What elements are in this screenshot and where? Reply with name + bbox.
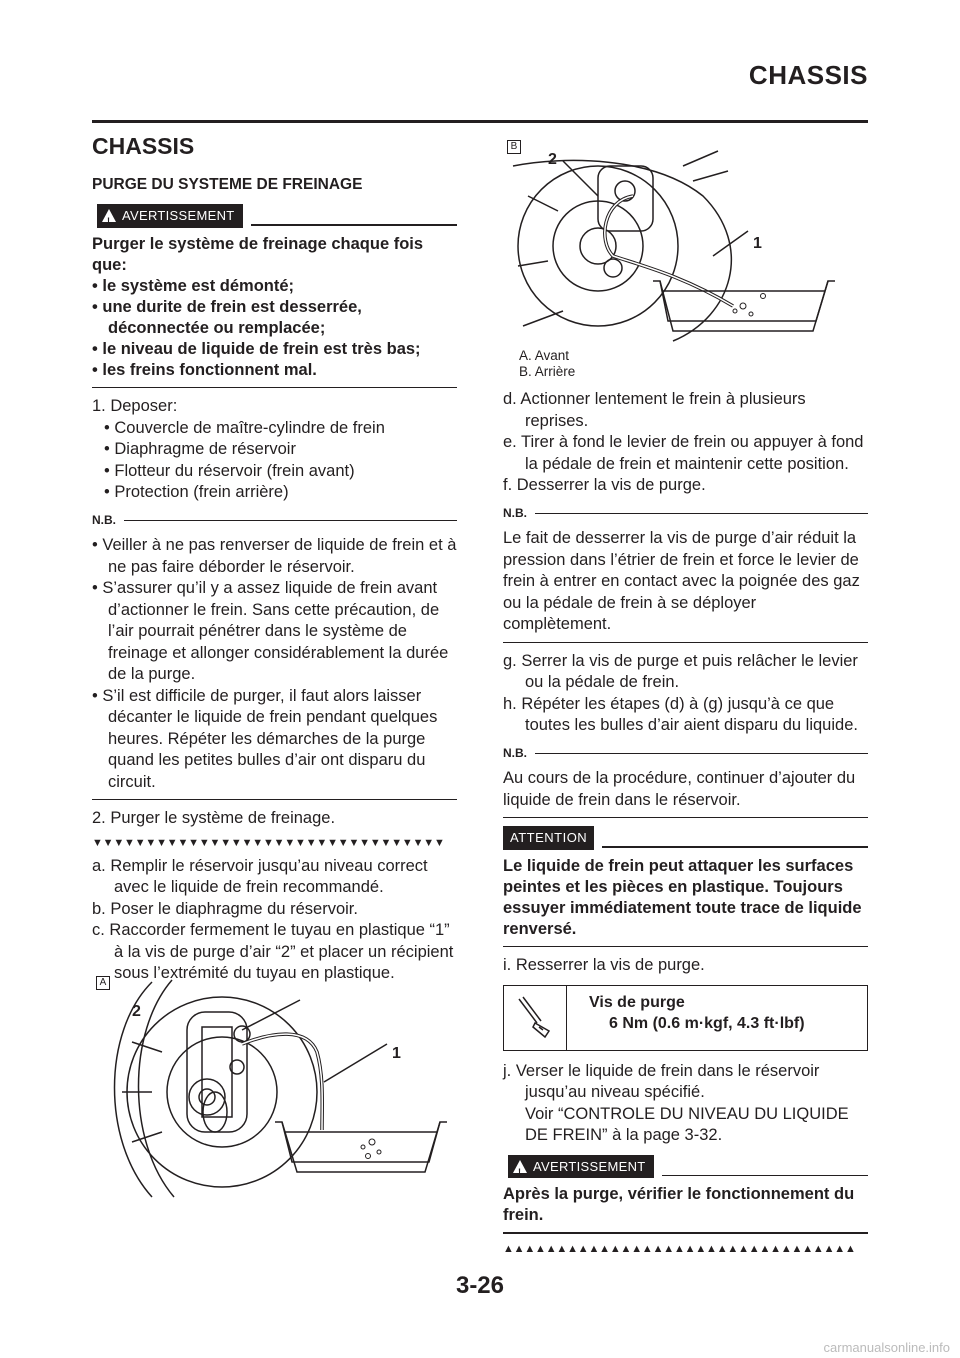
arrow-row-down: ▼▼▼▼▼▼▼▼▼▼▼▼▼▼▼▼▼▼▼▼▼▼▼▼▼▼▼▼▼▼▼▼▼ xyxy=(92,836,445,849)
warning-text-4: • les freins fonctionnent mal. xyxy=(92,360,317,379)
callout-2: 2 xyxy=(132,1003,141,1020)
divider xyxy=(92,387,457,389)
figure-caption-a: A. Avant xyxy=(519,348,570,363)
subsection-title: PURGE DU SYSTEME DE FREINAGE xyxy=(92,175,363,193)
watermark: carmanualsonline.info xyxy=(823,1340,950,1355)
figure-label: B xyxy=(507,140,521,154)
step-j-reference: Voir “CONTROLE DU NIVEAU DU LIQUIDE DE FREIN” à la page 3-32. xyxy=(525,1104,849,1144)
nb-header xyxy=(92,510,457,532)
nb-item: • S’assurer qu’il y a assez liquide de frein avant d’actionner le frein. Sans cette précaution, de l’air pourrait pénétrer dans le système de freinage et allonger considérablement la durée de la purge. xyxy=(92,579,449,683)
rear-brake-illustration xyxy=(503,136,863,346)
warning-header xyxy=(92,204,457,228)
divider xyxy=(503,817,868,818)
divider xyxy=(503,642,868,643)
step-2: 2. Purger le système de freinage. xyxy=(92,809,336,827)
substep-h: h. Répéter les étapes (d) à (g) jusqu’à ce que toutes les bulles d’air aient disparu du liquide. xyxy=(503,694,858,734)
callout-1: 1 xyxy=(753,235,762,252)
nb-text: Au cours de la procédure, continuer d’ajouter du liquide de frein dans le réservoir. xyxy=(503,769,856,809)
figure-front-brake xyxy=(92,972,452,1202)
step-1: 1. Deposer: xyxy=(92,397,178,415)
nb-header xyxy=(503,503,868,525)
torque-spec-box xyxy=(503,985,868,1051)
substep-g: g. Serrer la vis de purge et puis relâcher le levier ou la pédale de frein. xyxy=(503,651,858,691)
figure-caption-b: B. Arrière xyxy=(519,364,576,379)
page-header-title: CHASSIS xyxy=(748,60,868,90)
warning-text-1: • le système est démonté; xyxy=(92,276,295,295)
warning-header xyxy=(503,1155,868,1179)
divider xyxy=(503,946,868,948)
substep-b: b. Poser le diaphragme du réservoir. xyxy=(92,899,358,918)
step-1-item: • Couvercle de maître-cylindre de frein xyxy=(104,418,385,437)
step-1-item: • Flotteur du réservoir (frein avant) xyxy=(104,461,355,480)
step-1-item: • Diaphragme de réservoir xyxy=(104,440,296,458)
figure-rear-brake xyxy=(503,136,863,386)
figure-label: A xyxy=(96,976,110,990)
warning-badge xyxy=(508,1155,654,1179)
front-brake-illustration xyxy=(92,972,452,1202)
step-j: j. Verser le liquide de frein dans le réservoir jusqu’au niveau spécifié. xyxy=(503,1061,820,1101)
arrow-row-up: ▲▲▲▲▲▲▲▲▲▲▲▲▲▲▲▲▲▲▲▲▲▲▲▲▲▲▲▲▲▲▲▲▲ xyxy=(503,1242,856,1255)
divider xyxy=(503,1232,868,1234)
nb-label: N.B. xyxy=(503,745,527,760)
substep-c: c. Raccorder fermement le tuyau en plastique “1” à la vis de purge d’air “2” et placer un récipient sous l’extrémité du tuyau en plastique. xyxy=(92,921,454,982)
substep-a: a. Remplir le réservoir jusqu’au niveau correct avec le liquide de frein recommandé. xyxy=(92,856,428,896)
callout-2: 2 xyxy=(548,151,557,168)
nb-header xyxy=(503,743,868,765)
warning-label: AVERTISSEMENT xyxy=(533,1158,646,1174)
page-number: 3-26 xyxy=(455,1272,505,1299)
substep-e: e. Tirer à fond le levier de frein ou appuyer à fond la pédale de frein et maintenir cette position. xyxy=(503,433,864,473)
warning-badge xyxy=(97,204,243,228)
warning-icon: ! xyxy=(102,209,116,222)
warning-label: AVERTISSEMENT xyxy=(122,208,235,223)
substep-f: f. Desserrer la vis de purge. xyxy=(503,476,706,494)
section-title: CHASSIS xyxy=(92,133,195,159)
attention-header xyxy=(503,826,868,850)
attention-text: Le liquide de frein peut attaquer les surfaces peintes et les pièces en plastique. Toujours essuyer immédiatement toute trace de liquide renversé. xyxy=(503,856,862,938)
divider xyxy=(92,799,457,800)
warning-text: Après la purge, vérifier le fonctionnement du frein. xyxy=(503,1185,855,1224)
header-rule xyxy=(92,120,868,123)
warning-text-3: • le niveau de liquide de frein est très bas; xyxy=(92,339,421,358)
torque-title: Vis de purge xyxy=(589,993,685,1011)
substep-d: d. Actionner lentement le frein à plusieurs reprises. xyxy=(503,390,806,430)
nb-label: N.B. xyxy=(503,505,527,520)
step-1-item: • Protection (frein arrière) xyxy=(104,483,289,501)
callout-1: 1 xyxy=(392,1045,401,1062)
nb-item: • S’il est difficile de purger, il faut alors laisser décanter le liquide de frein pendant quelques heures. Répéter les démarches de la purge quand les petites bulles d’air ont disparu du circuit. xyxy=(92,686,438,791)
warning-text-2: • une durite de frein est desserrée, déconnectée ou remplacée; xyxy=(92,297,362,337)
step-i: i. Resserrer la vis de purge. xyxy=(503,956,705,974)
right-column xyxy=(503,389,868,1262)
warning-icon: ! xyxy=(513,1160,527,1173)
nb-label: N.B. xyxy=(92,512,116,527)
torque-value: 6 Nm (0.6 m·kgf, 4.3 ft·lbf) xyxy=(609,1014,805,1032)
left-column xyxy=(92,133,457,985)
warning-text-0: Purger le système de freinage chaque fois que: xyxy=(92,234,424,274)
attention-badge: ATTENTION xyxy=(503,826,594,850)
nb-text: Le fait de desserrer la vis de purge d’air réduit la pression dans l’étrier de frein et force le levier de frein à entrer en contact avec la poignée des gaz ou la pédale de frein à se déployer complètement. xyxy=(503,529,860,633)
torque-wrench-icon xyxy=(504,986,567,1050)
nb-item: • Veiller à ne pas renverser de liquide de frein et à ne pas faire déborder le réservoir. xyxy=(92,536,457,576)
